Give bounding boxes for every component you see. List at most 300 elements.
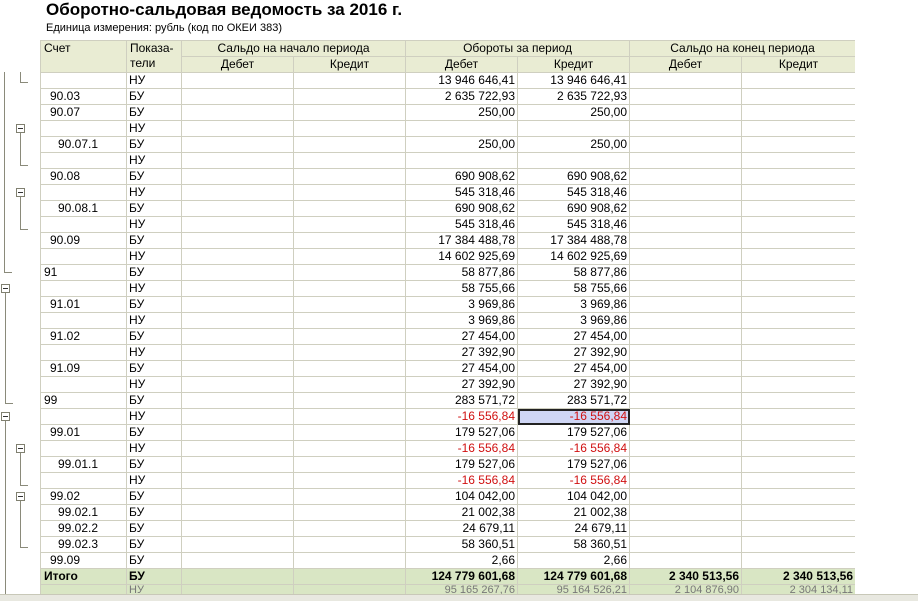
cell-tc[interactable]: 250,00 [518,137,630,153]
cell-ind[interactable]: БУ [127,297,182,313]
cell-cd[interactable] [630,169,742,185]
cell-tc[interactable]: 27 454,00 [518,329,630,345]
cell-od[interactable] [182,329,294,345]
cell-cc[interactable] [742,105,856,121]
table-row[interactable] [41,201,856,217]
cell-acc[interactable]: 99.02.3 [41,537,127,553]
cell-tc[interactable]: 690 908,62 [518,201,630,217]
cell-td[interactable]: 690 908,62 [406,169,518,185]
cell-td[interactable] [406,153,518,169]
cell-acc[interactable] [41,249,127,265]
total-cell-empty[interactable] [294,569,406,585]
cell-td[interactable]: 3 969,86 [406,313,518,329]
collapse-99-02-toggle-icon[interactable] [16,492,25,501]
cell-cc[interactable] [742,249,856,265]
cell-cd[interactable] [630,137,742,153]
cell-oc[interactable] [294,233,406,249]
col-header-closing-debit[interactable]: Дебет [630,57,742,73]
table-row[interactable] [41,313,856,329]
total-cell-tc[interactable]: 124 779 601,68 [518,569,630,585]
cell-cc[interactable] [742,345,856,361]
cell-tc[interactable]: 545 318,46 [518,217,630,233]
cell-od[interactable] [182,137,294,153]
table-row[interactable] [41,521,856,537]
cell-tc[interactable]: 58 755,66 [518,281,630,297]
cell-oc[interactable] [294,137,406,153]
cell-od[interactable] [182,537,294,553]
table-row[interactable] [41,361,856,377]
cell-od[interactable] [182,313,294,329]
cell-tc[interactable]: 13 946 646,41 [518,73,630,89]
cell-oc[interactable] [294,425,406,441]
cell-cc[interactable] [742,505,856,521]
cell-cd[interactable] [630,553,742,569]
cell-acc[interactable]: 99.09 [41,553,127,569]
table-row[interactable] [41,297,856,313]
cell-ind[interactable]: БУ [127,329,182,345]
cell-acc[interactable] [41,473,127,489]
cell-cc[interactable] [742,169,856,185]
cell-od[interactable] [182,201,294,217]
cell-od[interactable] [182,473,294,489]
total-cell-cc[interactable]: 2 340 513,56 [742,569,856,585]
cell-cd[interactable] [630,185,742,201]
cell-od[interactable] [182,377,294,393]
cell-td[interactable]: 27 392,90 [406,377,518,393]
cell-td[interactable] [406,121,518,137]
total-cell-cd[interactable]: 2 340 513,56 [630,569,742,585]
table-row[interactable] [41,265,856,281]
cell-acc[interactable]: 90.08.1 [41,201,127,217]
cell-ind[interactable]: НУ [127,281,182,297]
col-header-turnover-credit[interactable]: Кредит [518,57,630,73]
cell-tc[interactable]: 58 877,86 [518,265,630,281]
cell-ind[interactable]: БУ [127,393,182,409]
cell-acc[interactable]: 91.02 [41,329,127,345]
cell-td[interactable]: -16 556,84 [406,473,518,489]
cell-od[interactable] [182,505,294,521]
cell-cc[interactable] [742,441,856,457]
cell-cd[interactable] [630,393,742,409]
cell-acc[interactable]: 91.09 [41,361,127,377]
cell-ind[interactable]: БУ [127,201,182,217]
col-header-opening-debit[interactable]: Дебет [182,57,294,73]
cell-ind[interactable]: БУ [127,489,182,505]
cell-ind[interactable]: НУ [127,153,182,169]
cell-ind[interactable]: БУ [127,137,182,153]
cell-oc[interactable] [294,505,406,521]
cell-td[interactable]: 58 877,86 [406,265,518,281]
cell-ind[interactable]: БУ [127,457,182,473]
cell-od[interactable] [182,409,294,425]
partial-cell-tc[interactable]: 95 164 526,21 [518,585,630,596]
table-row[interactable] [41,329,856,345]
table-row[interactable] [41,153,856,169]
cell-cc[interactable] [742,313,856,329]
cell-od[interactable] [182,489,294,505]
cell-cc[interactable] [742,281,856,297]
cell-cd[interactable] [630,249,742,265]
cell-oc[interactable] [294,441,406,457]
cell-oc[interactable] [294,153,406,169]
cell-oc[interactable] [294,377,406,393]
cell-od[interactable] [182,249,294,265]
cell-acc[interactable]: 90.03 [41,89,127,105]
cell-td[interactable]: -16 556,84 [406,441,518,457]
col-header-account[interactable]: Счет [41,41,127,73]
table-row[interactable] [41,233,856,249]
cell-oc[interactable] [294,409,406,425]
cell-oc[interactable] [294,73,406,89]
cell-cc[interactable] [742,489,856,505]
cell-od[interactable] [182,297,294,313]
table-row[interactable] [41,345,856,361]
cell-td[interactable]: 2,66 [406,553,518,569]
cell-cc[interactable] [742,217,856,233]
cell-od[interactable] [182,265,294,281]
cell-od[interactable] [182,345,294,361]
cell-acc[interactable]: 90.09 [41,233,127,249]
cell-cc[interactable] [742,521,856,537]
cell-cd[interactable] [630,313,742,329]
table-row[interactable] [41,553,856,569]
cell-tc[interactable]: -16 556,84 [518,409,630,425]
partial-cell-cd[interactable]: 2 104 876,90 [630,585,742,596]
cell-cd[interactable] [630,457,742,473]
cell-ind[interactable]: БУ [127,505,182,521]
cell-ind[interactable]: БУ [127,265,182,281]
table-row[interactable] [41,425,856,441]
cell-cd[interactable] [630,489,742,505]
cell-od[interactable] [182,185,294,201]
cell-oc[interactable] [294,473,406,489]
cell-oc[interactable] [294,521,406,537]
cell-acc[interactable]: 90.07 [41,105,127,121]
cell-acc[interactable] [41,377,127,393]
table-row[interactable] [41,217,856,233]
cell-acc[interactable]: 91 [41,265,127,281]
cell-cd[interactable] [630,121,742,137]
cell-ind[interactable]: НУ [127,217,182,233]
cell-acc[interactable] [41,345,127,361]
col-header-closing-credit[interactable]: Кредит [742,57,856,73]
cell-cc[interactable] [742,457,856,473]
cell-acc[interactable]: 91.01 [41,297,127,313]
cell-cc[interactable] [742,153,856,169]
cell-acc[interactable]: 99 [41,393,127,409]
cell-ind[interactable]: НУ [127,121,182,137]
cell-cc[interactable] [742,377,856,393]
cell-oc[interactable] [294,553,406,569]
cell-oc[interactable] [294,105,406,121]
cell-tc[interactable]: 58 360,51 [518,537,630,553]
cell-ind[interactable]: БУ [127,425,182,441]
cell-oc[interactable] [294,281,406,297]
table-row[interactable] [41,393,856,409]
cell-acc[interactable]: 99.01 [41,425,127,441]
cell-acc[interactable]: 99.02.2 [41,521,127,537]
cell-ind[interactable]: НУ [127,473,182,489]
cell-cd[interactable] [630,537,742,553]
cell-acc[interactable]: 90.07.1 [41,137,127,153]
cell-cd[interactable] [630,281,742,297]
col-header-indicator[interactable]: Показа- тели [127,41,182,73]
cell-tc[interactable]: 690 908,62 [518,169,630,185]
cell-ind[interactable]: БУ [127,521,182,537]
cell-oc[interactable] [294,361,406,377]
cell-cd[interactable] [630,409,742,425]
cell-td[interactable]: 3 969,86 [406,297,518,313]
col-header-closing-balance[interactable]: Сальдо на конец периода [630,41,856,57]
cell-tc[interactable]: 104 042,00 [518,489,630,505]
cell-tc[interactable]: 3 969,86 [518,297,630,313]
cell-td[interactable]: 27 392,90 [406,345,518,361]
cell-oc[interactable] [294,89,406,105]
cell-ind[interactable]: БУ [127,537,182,553]
cell-ind[interactable]: НУ [127,73,182,89]
cell-td[interactable]: 104 042,00 [406,489,518,505]
cell-cc[interactable] [742,473,856,489]
collapse-90-07-toggle-icon[interactable] [16,124,25,133]
cell-cc[interactable] [742,361,856,377]
cell-ind[interactable]: НУ [127,313,182,329]
cell-td[interactable]: 24 679,11 [406,521,518,537]
cell-acc[interactable]: 99.01.1 [41,457,127,473]
cell-td[interactable]: 27 454,00 [406,361,518,377]
cell-oc[interactable] [294,265,406,281]
cell-acc[interactable]: 99.02 [41,489,127,505]
cell-tc[interactable]: 14 602 925,69 [518,249,630,265]
cell-od[interactable] [182,233,294,249]
col-header-opening-balance[interactable]: Сальдо на начало периода [182,41,406,57]
cell-oc[interactable] [294,489,406,505]
cell-cc[interactable] [742,297,856,313]
cell-od[interactable] [182,105,294,121]
cell-oc[interactable] [294,313,406,329]
cell-cd[interactable] [630,473,742,489]
cell-cd[interactable] [630,361,742,377]
cell-td[interactable]: 27 454,00 [406,329,518,345]
cell-tc[interactable] [518,153,630,169]
cell-cc[interactable] [742,185,856,201]
cell-ind[interactable]: БУ [127,105,182,121]
cell-td[interactable]: 2 635 722,93 [406,89,518,105]
cell-tc[interactable]: 179 527,06 [518,457,630,473]
cell-oc[interactable] [294,185,406,201]
cell-od[interactable] [182,441,294,457]
table-row[interactable] [41,105,856,121]
cell-cd[interactable] [630,329,742,345]
cell-tc[interactable]: 2,66 [518,553,630,569]
cell-acc[interactable] [41,121,127,137]
cell-cd[interactable] [630,425,742,441]
cell-td[interactable]: -16 556,84 [406,409,518,425]
cell-od[interactable] [182,457,294,473]
cell-od[interactable] [182,73,294,89]
cell-cd[interactable] [630,441,742,457]
cell-ind[interactable]: БУ [127,233,182,249]
cell-cd[interactable] [630,505,742,521]
table-row[interactable] [41,73,856,89]
table-row[interactable] [41,377,856,393]
cell-cd[interactable] [630,105,742,121]
cell-ind[interactable]: БУ [127,361,182,377]
partial-cell-cc[interactable]: 2 304 134,11 [742,585,856,596]
cell-ind[interactable]: НУ [127,377,182,393]
cell-ind[interactable]: НУ [127,441,182,457]
cell-tc[interactable]: 27 392,90 [518,345,630,361]
cell-cc[interactable] [742,393,856,409]
cell-td[interactable]: 179 527,06 [406,457,518,473]
cell-cc[interactable] [742,409,856,425]
table-row[interactable] [41,441,856,457]
table-row[interactable] [41,137,856,153]
cell-od[interactable] [182,361,294,377]
cell-ind[interactable]: БУ [127,89,182,105]
col-header-opening-credit[interactable]: Кредит [294,57,406,73]
cell-acc[interactable] [41,185,127,201]
cell-oc[interactable] [294,457,406,473]
cell-oc[interactable] [294,537,406,553]
cell-ind[interactable]: НУ [127,249,182,265]
partial-cell-ind[interactable]: НУ [127,585,182,596]
cell-cd[interactable] [630,201,742,217]
cell-cc[interactable] [742,233,856,249]
cell-acc[interactable] [41,217,127,233]
cell-tc[interactable]: 179 527,06 [518,425,630,441]
cell-od[interactable] [182,521,294,537]
cell-tc[interactable]: 545 318,46 [518,185,630,201]
cell-od[interactable] [182,281,294,297]
cell-cc[interactable] [742,425,856,441]
cell-od[interactable] [182,89,294,105]
cell-cc[interactable] [742,537,856,553]
cell-oc[interactable] [294,329,406,345]
table-row[interactable] [41,185,856,201]
col-header-turnover-debit[interactable]: Дебет [406,57,518,73]
cell-tc[interactable] [518,121,630,137]
cell-cc[interactable] [742,329,856,345]
cell-oc[interactable] [294,121,406,137]
cell-oc[interactable] [294,201,406,217]
cell-cc[interactable] [742,89,856,105]
collapse-91-toggle-icon[interactable] [1,284,10,293]
cell-td[interactable]: 250,00 [406,105,518,121]
cell-cd[interactable] [630,265,742,281]
cell-cc[interactable] [742,265,856,281]
cell-cc[interactable] [742,201,856,217]
cell-od[interactable] [182,217,294,233]
cell-acc[interactable] [41,153,127,169]
cell-td[interactable]: 283 571,72 [406,393,518,409]
cell-oc[interactable] [294,393,406,409]
cell-cd[interactable] [630,73,742,89]
cell-cc[interactable] [742,121,856,137]
cell-cd[interactable] [630,153,742,169]
table-row[interactable] [41,89,856,105]
cell-tc[interactable]: 2 635 722,93 [518,89,630,105]
total-cell-ind[interactable]: БУ [127,569,182,585]
total-cell-empty[interactable] [182,569,294,585]
table-row[interactable] [41,505,856,521]
cell-oc[interactable] [294,297,406,313]
cell-acc[interactable] [41,313,127,329]
cell-od[interactable] [182,393,294,409]
cell-tc[interactable]: 250,00 [518,105,630,121]
cell-td[interactable]: 13 946 646,41 [406,73,518,89]
collapse-99-01-toggle-icon[interactable] [16,444,25,453]
cell-acc[interactable] [41,409,127,425]
cell-cd[interactable] [630,521,742,537]
cell-ind[interactable]: НУ [127,185,182,201]
cell-td[interactable]: 545 318,46 [406,185,518,201]
cell-cc[interactable] [742,73,856,89]
cell-tc[interactable]: -16 556,84 [518,441,630,457]
cell-tc[interactable]: 21 002,38 [518,505,630,521]
cell-cd[interactable] [630,297,742,313]
cell-ind[interactable]: БУ [127,553,182,569]
cell-td[interactable]: 14 602 925,69 [406,249,518,265]
cell-oc[interactable] [294,249,406,265]
table-row[interactable] [41,121,856,137]
table-row[interactable] [41,473,856,489]
cell-tc[interactable]: 283 571,72 [518,393,630,409]
table-row[interactable] [41,457,856,473]
total-cell-td[interactable]: 124 779 601,68 [406,569,518,585]
cell-cd[interactable] [630,233,742,249]
cell-cc[interactable] [742,553,856,569]
table-row[interactable] [41,489,856,505]
cell-ind[interactable]: НУ [127,345,182,361]
cell-od[interactable] [182,153,294,169]
table-row[interactable] [41,169,856,185]
cell-td[interactable]: 58 360,51 [406,537,518,553]
cell-acc[interactable]: 99.02.1 [41,505,127,521]
cell-cc[interactable] [742,137,856,153]
cell-cd[interactable] [630,217,742,233]
cell-cd[interactable] [630,89,742,105]
cell-cd[interactable] [630,345,742,361]
cell-tc[interactable]: 17 384 488,78 [518,233,630,249]
cell-ind[interactable]: НУ [127,409,182,425]
cell-tc[interactable]: 24 679,11 [518,521,630,537]
cell-acc[interactable] [41,441,127,457]
cell-acc[interactable]: 90.08 [41,169,127,185]
table-row[interactable] [41,409,856,425]
collapse-90-08-toggle-icon[interactable] [16,188,25,197]
total-cell-label[interactable]: Итого [41,569,127,585]
cell-td[interactable]: 250,00 [406,137,518,153]
cell-td[interactable]: 17 384 488,78 [406,233,518,249]
cell-tc[interactable]: 27 392,90 [518,377,630,393]
cell-ind[interactable]: БУ [127,169,182,185]
cell-od[interactable] [182,553,294,569]
cell-od[interactable] [182,121,294,137]
collapse-99-toggle-icon[interactable] [1,412,10,421]
cell-od[interactable] [182,169,294,185]
cell-td[interactable]: 179 527,06 [406,425,518,441]
partial-cell-td[interactable]: 95 165 267,76 [406,585,518,596]
cell-oc[interactable] [294,217,406,233]
cell-oc[interactable] [294,169,406,185]
cell-tc[interactable]: 27 454,00 [518,361,630,377]
cell-td[interactable]: 545 318,46 [406,217,518,233]
table-row[interactable] [41,281,856,297]
cell-acc[interactable] [41,281,127,297]
cell-acc[interactable] [41,73,127,89]
cell-tc[interactable]: 3 969,86 [518,313,630,329]
cell-cd[interactable] [630,377,742,393]
